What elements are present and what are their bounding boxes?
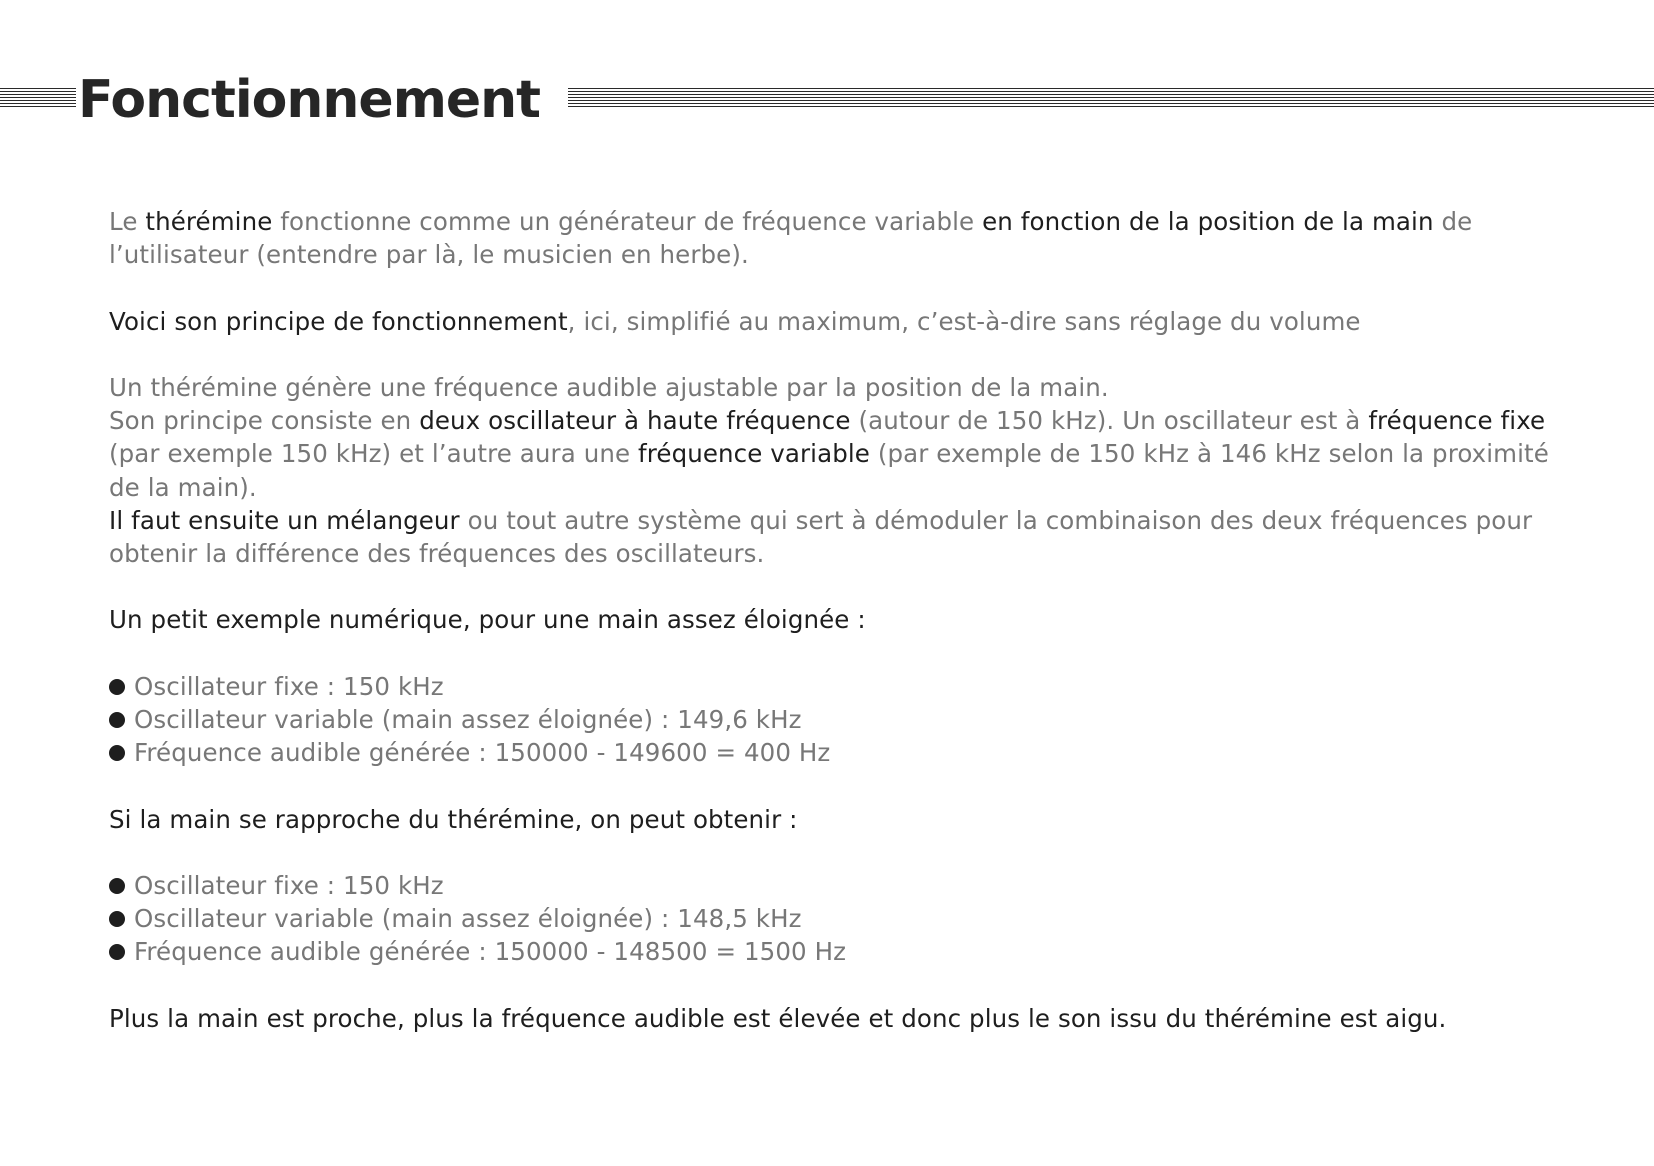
oscillator-text-4: (par exemple de 150 kHz à 146 kHz selon la proximité de la main). [109,439,1549,502]
example2-list [95,869,1555,969]
summary-line: Un thérémine génère une fréquence audible ajustable par la position de la main. [109,372,1109,402]
principle-keyword: Voici son principe de fonctionnement [109,306,568,336]
left-rule-lines [0,88,76,109]
oscillator-keyword-fixed: fréquence fixe [1368,406,1546,436]
page-title: Fonctionnement [78,70,541,130]
bullet-icon [109,712,125,728]
list-item-text: Fréquence audible générée : 150000 - 149600 = 400 Hz [134,738,831,768]
bullet-icon [109,911,125,927]
list-item-text: Oscillateur fixe : 150 kHz [134,870,444,900]
oscillator-paragraph [95,404,1555,504]
bullet-icon [109,878,125,894]
intro-keyword-thereminé: thérémine [145,207,273,236]
intro-text-1: Le [109,207,146,236]
intro-text-3: de l’utilisateur (entendre par là, le musicien en herbe). [109,207,1473,270]
list-item [95,935,1555,968]
list-item [95,736,1555,769]
list-item-text: Oscillateur variable (main assez éloignée) : 148,5 kHz [134,904,802,934]
title-bar [0,66,1654,136]
oscillator-text-3: (par exemple 150 kHz) et l’autre aura une [109,439,639,469]
oscillator-keyword-two-oscillators: deux oscillateur à haute fréquence [419,406,851,436]
principle-text: , ici, simplifié au maximum, c’est-à-dire sans réglage du volume [567,306,1361,336]
intro-paragraph [95,205,1555,271]
document-body [95,205,1555,1035]
list-item-text: Oscillateur variable (main assez éloignée) : 149,6 kHz [134,704,802,734]
mixer-keyword: Il faut ensuite un mélangeur [109,505,460,535]
bullet-icon [109,745,125,761]
conclusion-paragraph: Plus la main est proche, plus la fréquence audible est élevée et donc plus le son issu du thérémine est aigu. [109,1003,1447,1033]
list-item [95,670,1555,703]
intro-text-2: fonctionne comme un générateur de fréquence variable [272,207,983,236]
right-rule-lines [568,88,1654,109]
bullet-icon [109,944,125,960]
list-item [95,869,1555,902]
example2-intro: Si la main se rapproche du thérémine, on peut obtenir : [109,804,798,834]
principle-paragraph [95,305,1555,338]
oscillator-keyword-variable: fréquence variable [638,439,870,469]
oscillator-text-1: Son principe consiste en [109,406,420,436]
mixer-paragraph [95,504,1555,570]
list-item-text: Oscillateur fixe : 150 kHz [134,671,444,701]
list-item [95,902,1555,935]
intro-keyword-hand-position: en fonction de la position de la main [982,207,1434,236]
oscillator-text-2: (autour de 150 kHz). Un oscillateur est à [850,406,1369,436]
list-item-text: Fréquence audible générée : 150000 - 148500 = 1500 Hz [134,937,847,967]
list-item [95,703,1555,736]
example1-intro: Un petit exemple numérique, pour une main assez éloignée : [109,605,866,635]
bullet-icon [109,679,125,695]
example1-list [95,670,1555,770]
mixer-text: ou tout autre système qui sert à démoduler la combinaison des deux fréquences pour obtenir la différence des fréquences des oscillateurs. [109,505,1533,568]
